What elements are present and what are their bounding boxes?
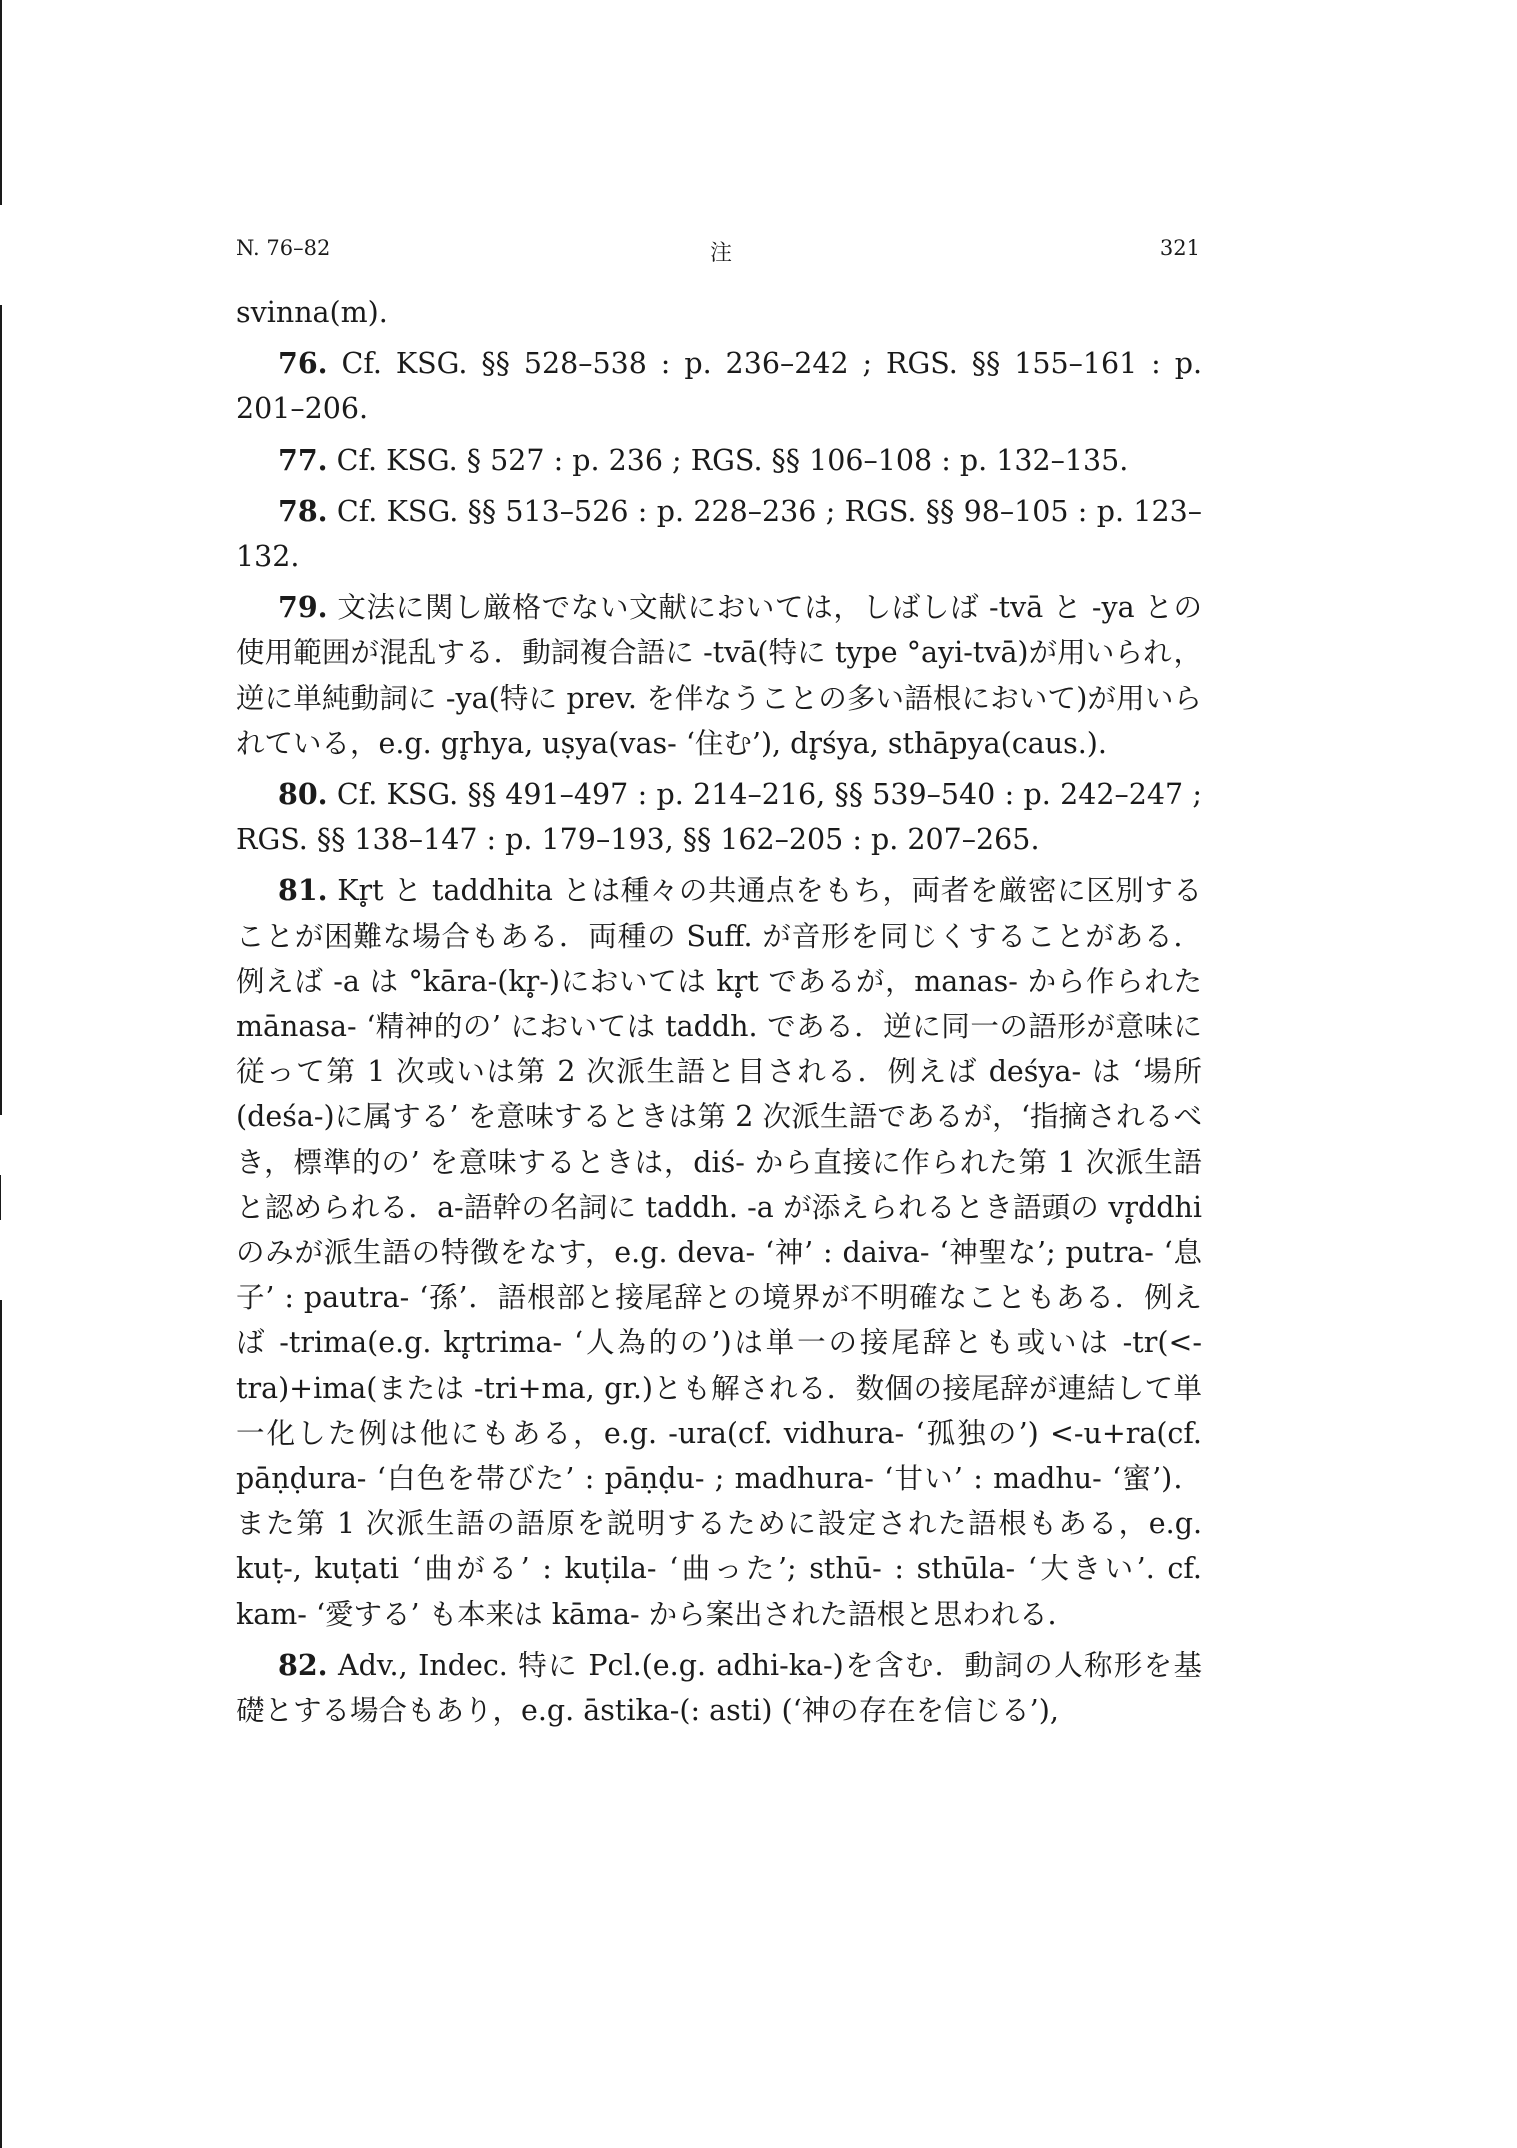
note-text: Kr̥t と taddhita とは種々の共通点をもち，両者を厳密に区別することが困難な場合もある．両種の Suff. が音形を同じくすることがある．例えば -a は °kāra-(kr̥-)においては kr̥t であるが，manas- から作られた mānasa- ‘精神的の’ においては taddh. である．逆に同一の語形が意味に従って第 1 次或いは第 2 次派生語と目される．例えば deśya- は ‘場所(deśa-)に属する’ を意味するときは第 2 次派生語であるが，‘指摘されるべき，標準的の’ を意味するときは，diś- から直接に作られた第 1 次派生語と認められる．a-語幹の名詞に taddh. -a が添えられるとき語頭の vr̥ddhi のみが派生語の特徴をなす，e.g. deva- ‘神’ : daiva- ‘神聖な’; putra- ‘息子’ : pautra- ‘孫’．語根部と接尾辞との境界が不明確なこともある．例えば -trima(e.g. kr̥trima- ‘人為的の’)は単一の接尾辞とも或いは -tr(<-tra)+ima(または -tri+ma, gr.)とも解される．数個の接尾辞が連結して単一化した例は他にもある，e.g. -ura(cf. vidhura- ‘孤独の’) <-u+ra(cf. pāṇḍura- ‘白色を帯びた’ : pāṇḍu- ; madhura- ‘甘い’ : madhu- ‘蜜’)．また第 1 次派生語の語原を説明するために設定された語根もある，e.g. kuṭ-, kuṭati ‘曲がる’ : kuṭila- ‘曲った’; sthū- : sthūla- ‘大きい’. cf. kam- ‘愛する’ も本来は kāma- から案出された語根と思われる．: [236, 874, 1202, 1631]
note-text: Cf. KSG. § 527 : p. 236 ; RGS. §§ 106–108 : p. 132–135.: [336, 443, 1129, 477]
note-range: N. 76–82: [236, 236, 331, 260]
carry-over-text: svinna(m).: [236, 296, 388, 329]
note-79: [236, 585, 1202, 766]
note-78: [236, 489, 1202, 579]
page-number: 321: [1159, 236, 1200, 260]
note-number: 80.: [278, 777, 328, 812]
note-81: [236, 868, 1202, 1636]
note-76: [236, 341, 1202, 431]
section-title: 注: [710, 241, 733, 266]
note-text: Cf. KSG. §§ 528–538 : p. 236–242 ; RGS. §§ 155–161 : p. 201–206.: [236, 347, 1203, 426]
note-text: Cf. KSG. §§ 513–526 : p. 228–236 ; RGS. §§ 98–105 : p. 123–132.: [236, 494, 1202, 574]
binding-edge-line: [0, 0, 2, 205]
binding-edge-line: [0, 1300, 2, 2148]
note-number: 77.: [278, 442, 328, 477]
note-number: 76.: [278, 346, 328, 381]
note-number: 81.: [278, 873, 328, 908]
note-text: Adv., Indec. 特に Pcl.(e.g. adhi-ka-)を含む．動詞の人称形を基礎とする場合もあり，e.g. āstika-(: asti) (‘神の存在を信じる’),: [236, 1648, 1203, 1728]
note-80: [236, 772, 1202, 862]
binding-edge-line: [0, 305, 2, 1115]
notes-body: [236, 290, 1202, 1733]
binding-edge-line: [0, 1175, 1, 1220]
note-text: 文法に関し厳格でない文献においては，しばしば -tvā と -ya との使用範囲が混乱する．動詞複合語に -tvā(特に type °ayi-tvā)が用いられ，逆に単純動詞に -ya(特に prev. を伴なうことの多い語根において)が用いられている，e.g. gr̥hya, uṣya(vas- ‘住む’), dr̥śya, sthāpya(caus.).: [236, 591, 1203, 760]
note-number: 78.: [278, 493, 328, 528]
note-82: [236, 1643, 1202, 1733]
note-77: [236, 438, 1202, 483]
running-header: [236, 236, 1200, 276]
note-number: 82.: [278, 1647, 328, 1682]
note-number: 79.: [278, 590, 328, 625]
note-text: Cf. KSG. §§ 491–497 : p. 214–216, §§ 539–540 : p. 242–247 ; RGS. §§ 138–147 : p. 179–193, §§ 162–205 : p. 207–265.: [236, 778, 1203, 857]
